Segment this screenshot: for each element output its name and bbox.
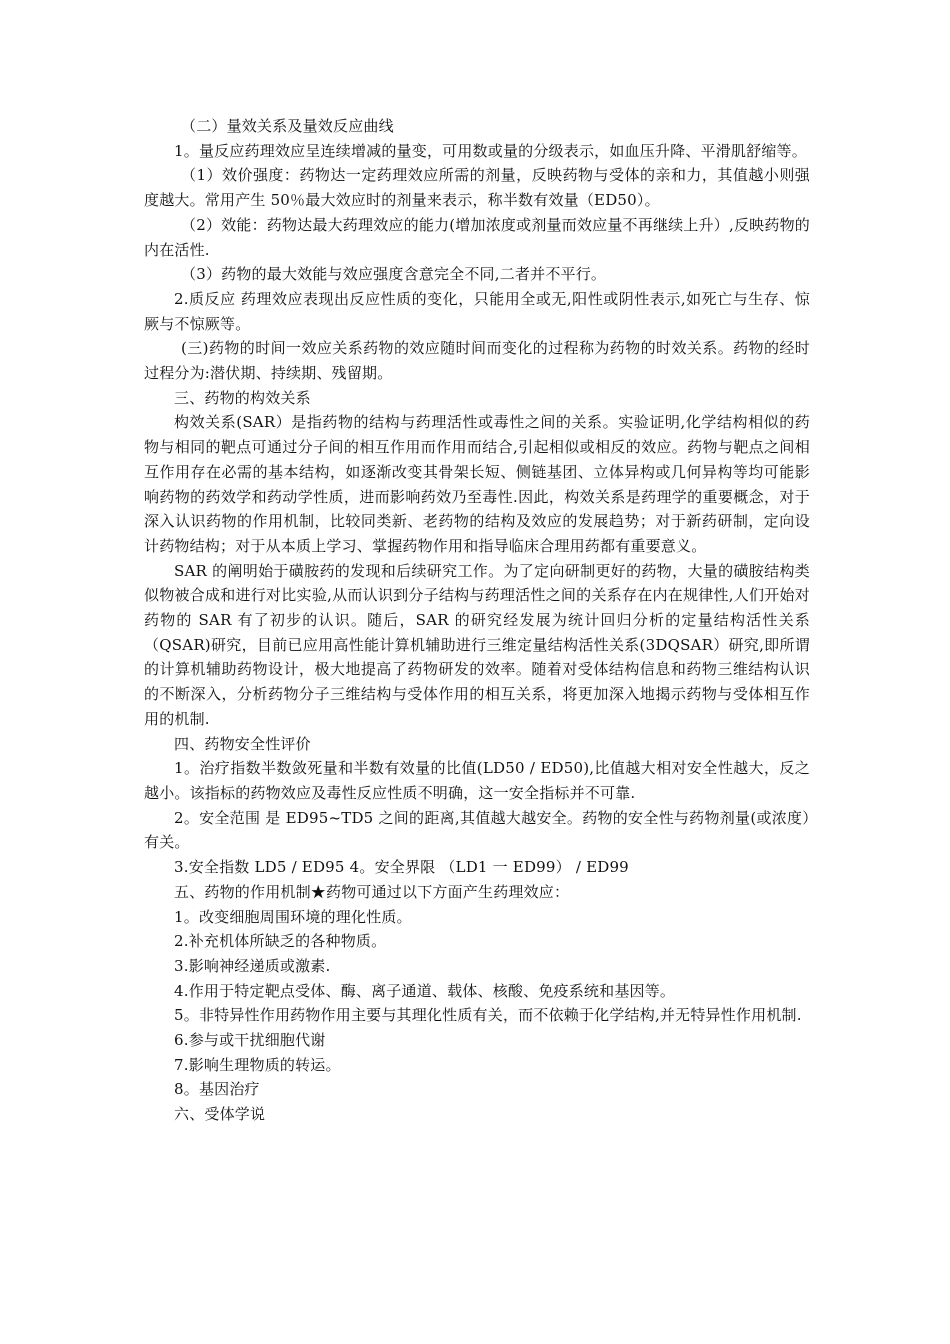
paragraph: SAR 的阐明始于磺胺药的发现和后续研究工作。为了定向研制更好的药物，大量的磺胺结构类似物被合成和进行对比实验,从而认识到分子结构与药理活性之间的关系存在内在规律性,人们开始对药物的 SAR 有了初步的认识。随后，SAR 的研究经发展为统计回归分析的定量结构活性关系（QSAR)研究，目前已应用高性能计算机辅助进行三维定量结构活性关系(3DQSAR）研究,即所谓的计算机辅助药物设计，极大地提高了药物研发的效率。随着对受体结构信息和药物三维结构认识的不断深入，分析药物分子三维结构与受体作用的相互关系，将更加深入地揭示药物与受体相互作用的机制. [144, 561, 810, 728]
paragraph: （1）效价强度：药物达一定药理效应所需的剂量，反映药物与受体的亲和力，其值越小则强度越大。常用产生 50％最大效应时的剂量来表示，称半数有效量（ED50）。 [144, 166, 810, 210]
list-item: 3.影响神经递质或激素. [174, 956, 331, 975]
list-item: 4.作用于特定靶点受体、酶、离子通道、载体、核酸、免疫系统和基因等。 [174, 981, 676, 1000]
list-item: 5。非特异性作用药物作用主要与其理化性质有关，而不依赖于化学结构,并无特异性作用机制. [174, 1006, 802, 1025]
list-item: 8。基因治疗 [174, 1080, 260, 1099]
paragraph: 1。量反应药理效应呈连续增减的量变，可用数或量的分级表示，如血压升降、平滑肌舒缩等。 [174, 141, 807, 160]
list-item: 2.补充机体所缺乏的各种物质。 [174, 932, 387, 951]
section-heading: 三、药物的构效关系 [174, 388, 311, 407]
paragraph: 构效关系(SAR）是指药物的结构与药理活性或毒性之间的关系。实验证明,化学结构相似的药物与相同的靶点可通过分子间的相互作用而作用而结合,引起相似或相反的效应。药物与靶点之间相互作用存在必需的基本结构，如逐渐改变其骨架长短、侧链基团、立体异构或几何异构等均可能影响药物的药效学和药动学性质，进而影响药效乃至毒性.因此，构效关系是药理学的重要概念，对于深入认识药物的作用机制，比较同类新、老药物的结构及效应的发展趋势；对于新药研制，定向设计药物结构；对于从本质上学习、掌握药物作用和指导临床合理用药都有重要意义。 [144, 413, 810, 555]
paragraph: （2）效能：药物达最大药理效应的能力(增加浓度或剂量而效应量不再继续上升）,反映药物的内在活性. [144, 215, 810, 259]
paragraph: 1。治疗指数半数敛死量和半数有效量的比值(LD50 / ED50),比值越大相对安全性越大，反之越小。该指标的药物效应及毒性反应性质不明确，这一安全指标并不可靠. [144, 759, 810, 802]
document-page [144, 114, 810, 1127]
paragraph: 2.质反应 药理效应表现出反应性质的变化，只能用全或无,阳性或阴性表示,如死亡与生存、惊厥与不惊厥等。 [144, 289, 810, 333]
list-item: 7.影响生理物质的转运。 [174, 1055, 341, 1074]
section-heading: 五、药物的作用机制★药物可通过以下方面产生药理效应： [174, 882, 570, 901]
paragraph: (三)药物的时间一效应关系药物的效应随时间而变化的过程称为药物的时效关系。药物的经时过程分为:潜伏期、持续期、残留期。 [144, 339, 810, 383]
section-heading: （二）量效关系及量效反应曲线 [181, 117, 394, 135]
paragraph: （3）药物的最大效能与效应强度含意完全不同,二者并不平行。 [181, 265, 607, 284]
section-heading: 四、药物安全性评价 [174, 734, 311, 753]
paragraph: 2。安全范围 是 ED95~TD5 之间的距离,其值越大越安全。药物的安全性与药物剂量(或浓度）有关。 [144, 808, 810, 852]
list-item: 6.参与或干扰细胞代谢 [174, 1031, 326, 1050]
section-heading: 六、受体学说 [174, 1105, 266, 1124]
paragraph: 3.安全指数 LD5 / ED95 4。安全界限 （LD1 一 ED99） / ED99 [174, 858, 629, 877]
list-item: 1。改变细胞周围环境的理化性质。 [174, 907, 412, 926]
